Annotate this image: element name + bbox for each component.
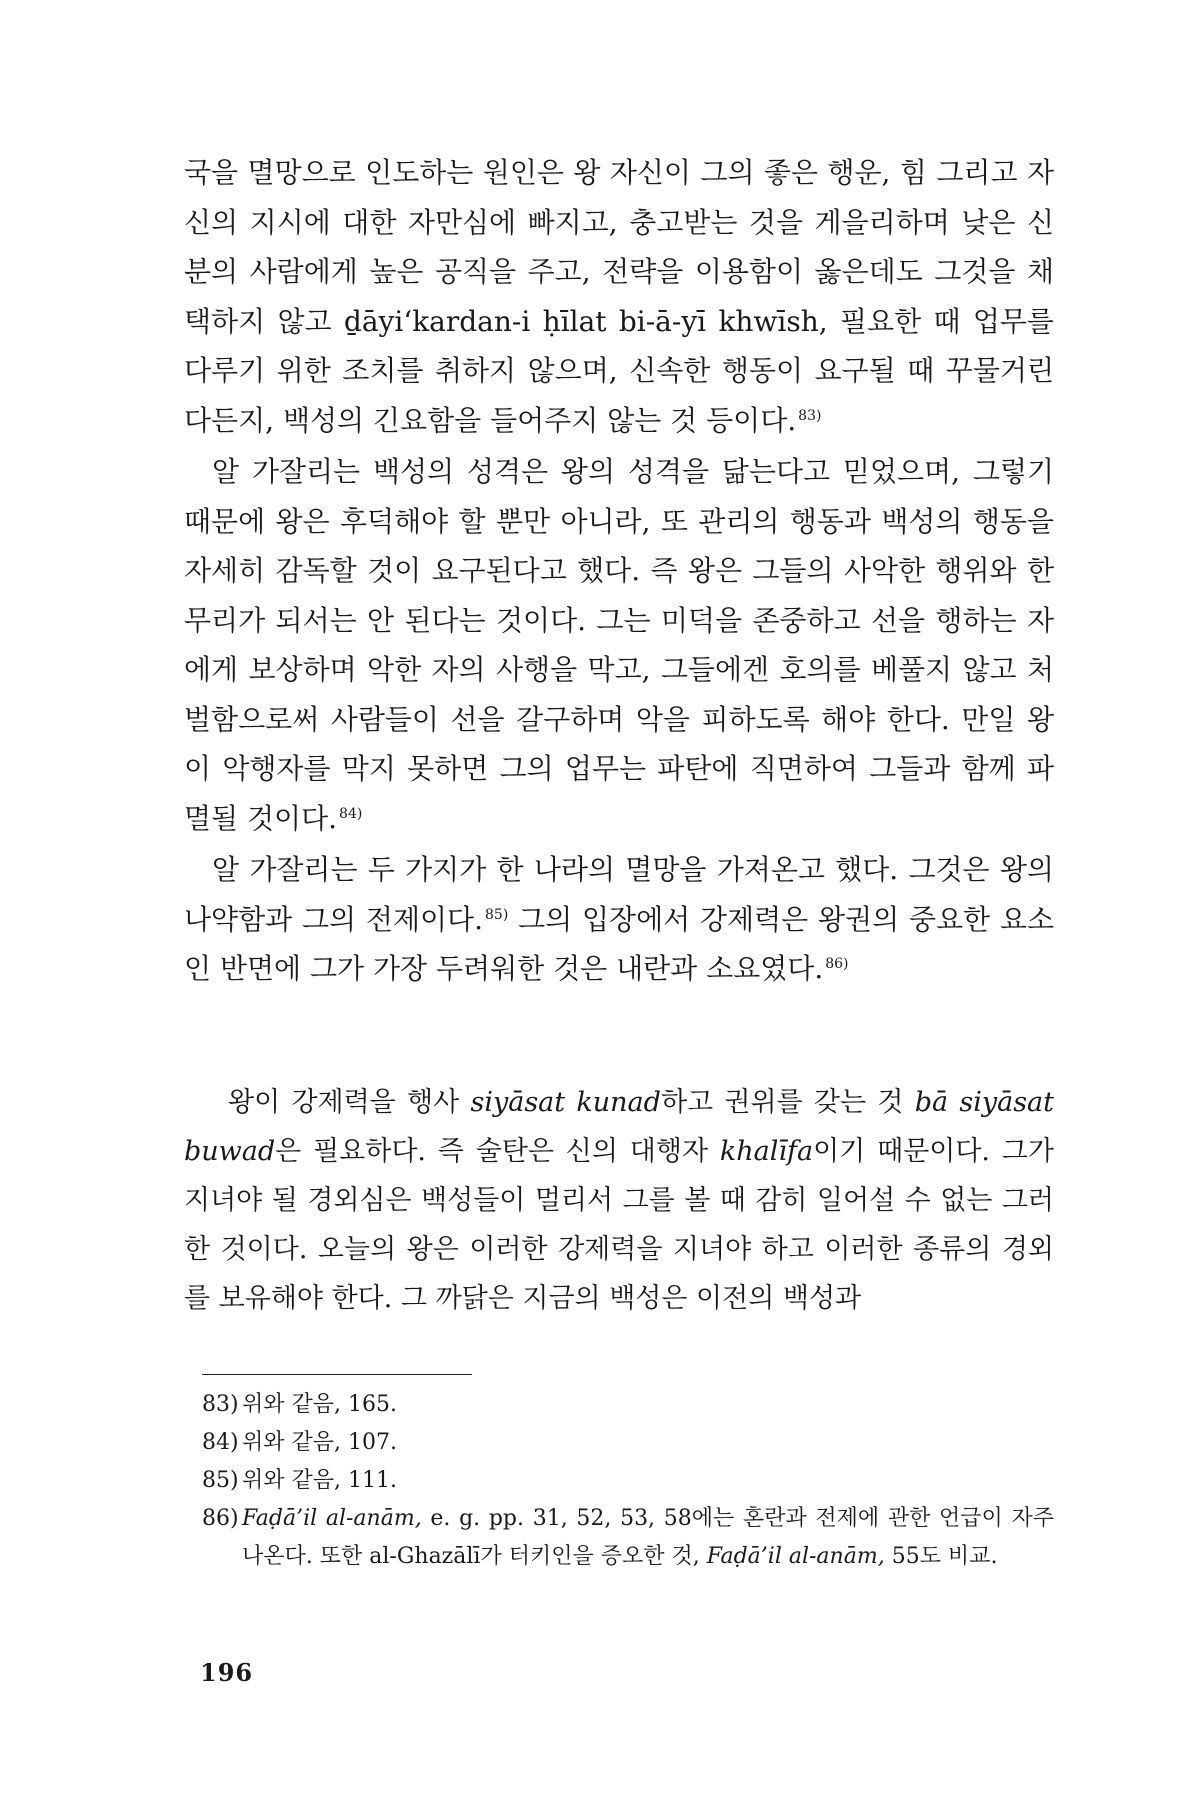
footnote-text: 위와 같음, 107. xyxy=(242,1430,397,1455)
footnote-text-2: 55도 비교. xyxy=(884,1544,998,1569)
paragraph-2 xyxy=(184,447,1054,843)
footnote-84 xyxy=(202,1424,1054,1462)
paragraph-3-text-a: 알 가잘리는 두 가지가 한 나라의 멸망을 가져온고 했다. 그것은 왕의 나약함과 그의 전제이다. xyxy=(184,853,1054,936)
main-text xyxy=(184,148,1054,994)
footnote-86 xyxy=(202,1500,1054,1576)
paragraph-3 xyxy=(184,845,1054,994)
footnote-number: 84) xyxy=(202,1430,239,1455)
footnote-text: 위와 같음, 111. xyxy=(242,1468,397,1493)
paragraph-1-text: 국을 멸망으로 인도하는 원인은 왕 자신이 그의 좋은 행운, 힘 그리고 자신의 지시에 대한 자만심에 빠지고, 충고받는 것을 게을리하며 낮은 신분의 사람에게 높은 공직을 주고, 전략을 이용함이 옳은데도 그것을 채택하지 않고 ḏāyi‘kardan-i ḥīlat bi-ā-yī khwīsh, 필요한 때 업무를 다루기 위한 조치를 취하지 않으며, 신속한 행동이 요구될 때 꾸물거린다든지, 백성의 긴요함을 들어주지 않는 것 등이다. xyxy=(184,156,1054,437)
quote-text-2: 하고 권위를 갖는 것 xyxy=(660,1087,915,1118)
quote-term-2: bā siyāsat buwad xyxy=(184,1087,1055,1167)
quote-text-4: 이기 때문이다. 그가 지녀야 될 경외심은 백성들이 멀리서 그를 볼 때 감히 일어설 수 없는 그러한 것이다. 오늘의 왕은 이러한 강제력을 지녀야 하고 이러한 종류의 경외를 보유해야 한다. 그 까닭은 지금의 백성은 이전의 백성과 xyxy=(184,1136,1054,1314)
footnote-title-1: Faḍā’il al-anām, xyxy=(242,1506,422,1531)
block-quote xyxy=(184,1078,1054,1323)
footnote-text-1: e. g. pp. 31, 52, 53, 58에는 혼란과 전제에 관한 언급이 자주 나온다. 또한 al-Ghazālī가 터키인을 증오한 것, xyxy=(242,1506,1054,1569)
footnote-title-2: Faḍā’il al-anām, xyxy=(706,1544,885,1569)
footnote-number: 86) xyxy=(202,1506,239,1531)
paragraph-3-text-b: 그의 입장에서 강제력은 왕권의 중요한 요소인 반면에 그가 가장 두려워한 것은 내란과 소요였다. xyxy=(184,902,1054,985)
quote-term-1: siyāsat kunad xyxy=(470,1087,661,1118)
quote-text-1: 왕이 강제력을 행사 xyxy=(228,1087,471,1118)
footnote-number: 85) xyxy=(202,1468,239,1493)
footnote-ref-86: 86) xyxy=(825,956,849,972)
quote-text-3: 은 필요하다. 즉 술탄은 신의 대행자 xyxy=(275,1136,720,1167)
footnote-ref-83: 83) xyxy=(798,407,822,424)
footnote-text xyxy=(242,1500,1054,1576)
footnote-number: 83) xyxy=(202,1392,239,1417)
quote-term-3: khalīfa xyxy=(719,1136,814,1167)
page-number: 196 xyxy=(200,1658,254,1687)
footnote-83 xyxy=(202,1386,1054,1424)
footnote-divider xyxy=(202,1374,472,1375)
footnote-ref-85: 85) xyxy=(485,906,509,923)
footnote-text: 위와 같음, 165. xyxy=(242,1392,397,1417)
footnote-85 xyxy=(202,1462,1054,1500)
paragraph-1 xyxy=(184,148,1054,445)
paragraph-2-text: 알 가잘리는 백성의 성격은 왕의 성격을 닮는다고 믿었으며, 그렇기 때문에 왕은 후덕해야 할 뿐만 아니라, 또 관리의 행동과 백성의 행동을 자세히 감독할 것이 요구된다고 했다. 즉 왕은 그들의 사악한 행위와 한무리가 되서는 안 된다는 것이다. 그는 미덕을 존중하고 선을 행하는 자에게 보상하며 악한 자의 사행을 막고, 그들에겐 호의를 베풀지 않고 처벌함으로써 사람들이 선을 갈구하며 악을 피하도록 해야 한다. 만일 왕이 악행자를 막지 못하면 그의 업무는 파탄에 직면하여 그들과 함께 파멸될 것이다. xyxy=(184,455,1054,835)
footnote-ref-84: 84) xyxy=(339,805,363,822)
footnotes xyxy=(202,1386,1054,1576)
